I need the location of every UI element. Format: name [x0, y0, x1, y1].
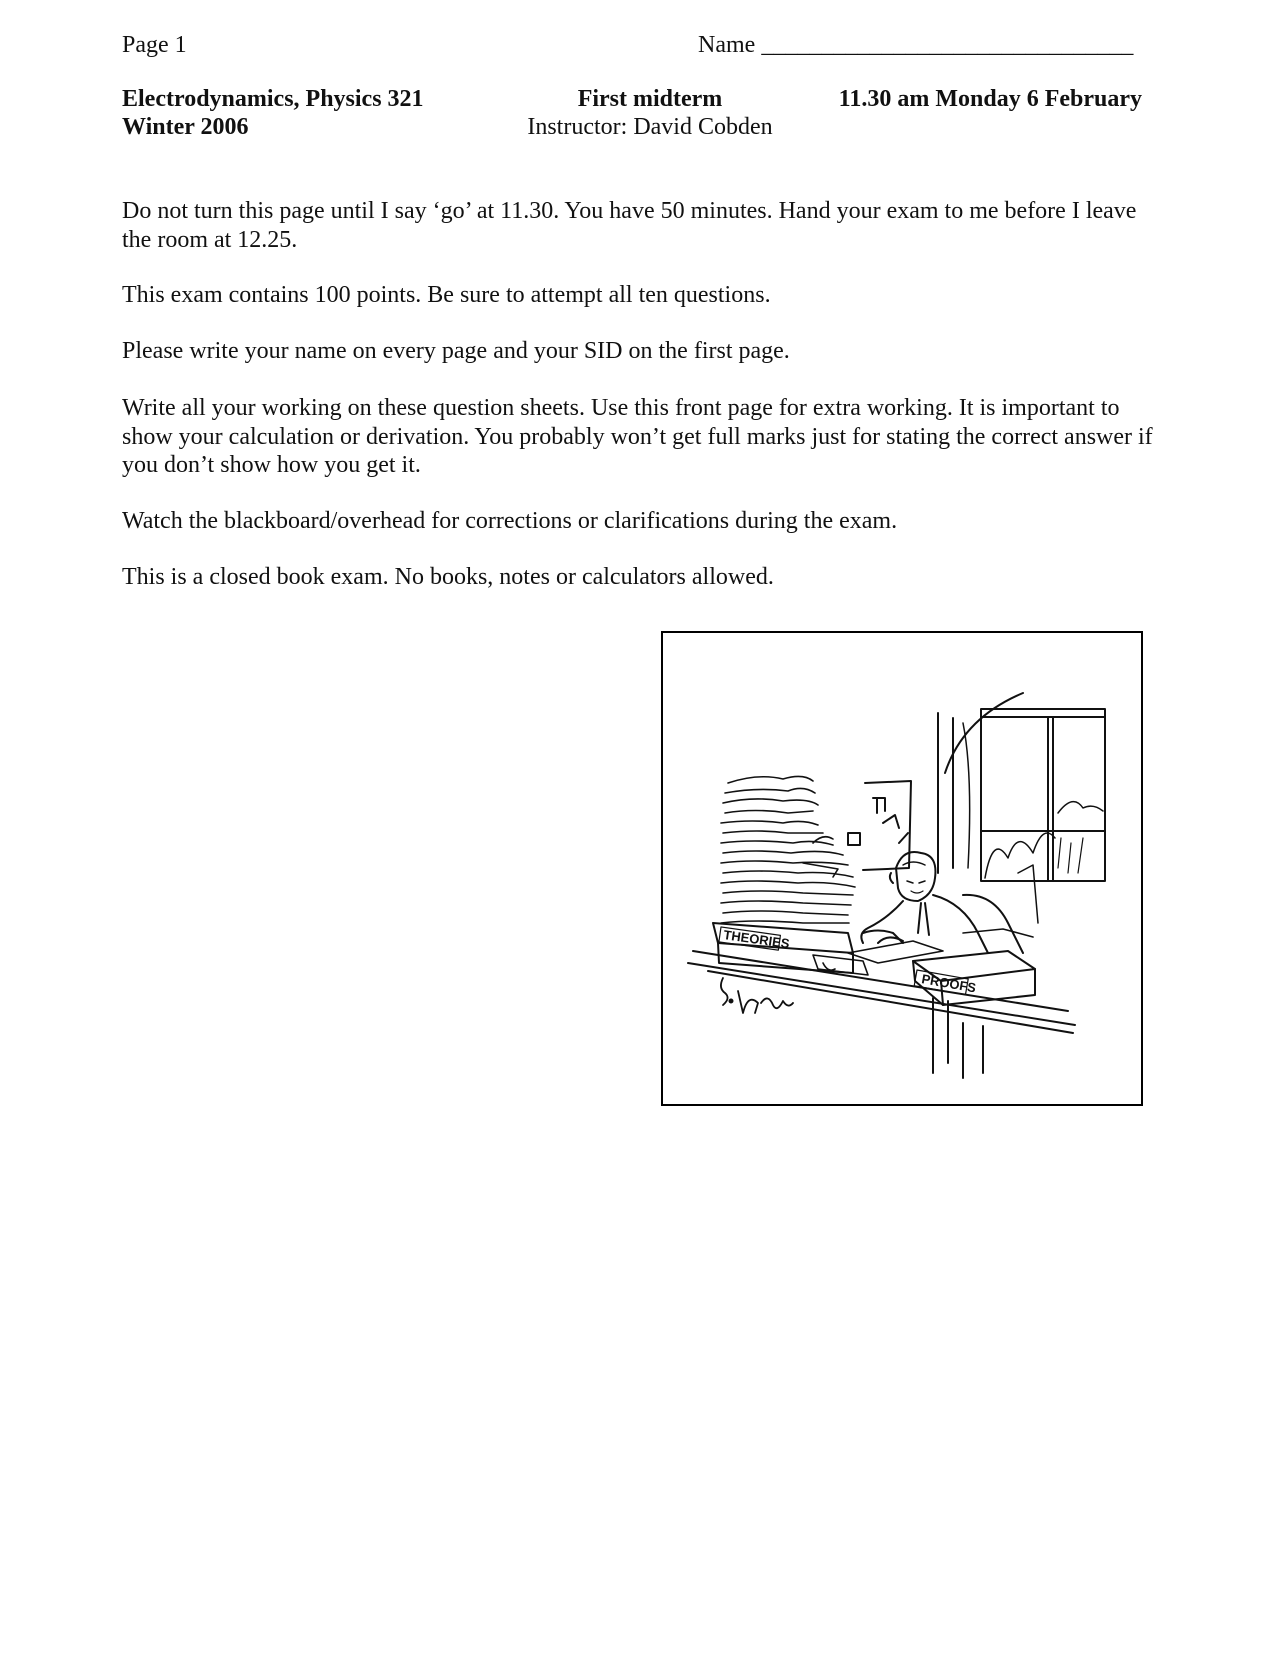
- page-number: Page 1: [122, 32, 187, 58]
- instruction-timing: Do not turn this page until I say ‘go’ at 11.30. You have 50 minutes. Hand your exam to me before I leave the room at 12.25.: [122, 198, 1137, 253]
- instruction-points: This exam contains 100 points. Be sure to attempt all ten questions.: [122, 282, 771, 308]
- exam-title: First midterm: [577, 86, 723, 112]
- exam-time: 11.30 am Monday 6 February: [838, 86, 1142, 112]
- name-field: [698, 31, 1133, 59]
- cartoon-drawing: [663, 633, 1141, 1104]
- course-title: Electrodynamics, Physics 321: [122, 86, 424, 112]
- paper-stack: [721, 776, 855, 923]
- name-label: Name: [698, 32, 756, 58]
- instruction-working: Write all your working on these question sheets. Use this front page for extra working. It is important to show your calculation or derivation. You probably won’t get full marks just for stating the correct answer if you don’t show how you get it.: [122, 395, 1153, 478]
- proofs-label: PROOFS: [920, 971, 978, 996]
- wall-arch: [945, 693, 1023, 773]
- instruction-corrections: Watch the blackboard/overhead for corrections or clarifications during the exam.: [122, 508, 898, 534]
- desk-drawing: [688, 951, 1075, 1078]
- course-term: Winter 2006: [122, 114, 249, 140]
- window-drawing: [981, 709, 1105, 881]
- person-drawing: [861, 852, 1038, 953]
- name-line: _______________________________: [761, 32, 1134, 58]
- instruction-name-sid: Please write your name on every page and your SID on the first page.: [122, 338, 790, 364]
- theories-label: THEORIES: [722, 927, 791, 952]
- cartoon-illustration: [661, 631, 1143, 1106]
- instruction-closed-book: This is a closed book exam. No books, notes or calculators allowed.: [122, 564, 774, 590]
- instructor-name: Instructor: David Cobden: [527, 114, 773, 140]
